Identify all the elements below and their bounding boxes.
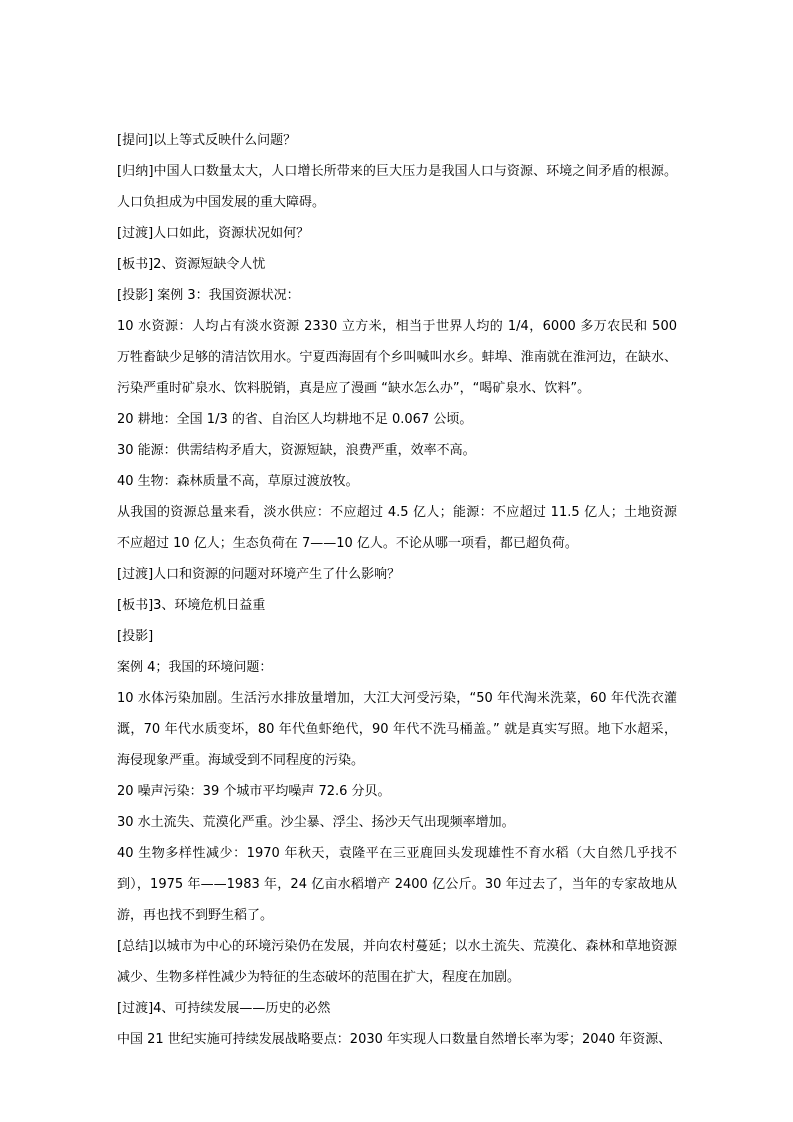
biology-item: 40 生物：森林质量不高，草原过渡放牧。 bbox=[117, 474, 359, 489]
transition-sustainable-development: [过渡]4、可持续发展——历史的必然 bbox=[117, 1001, 331, 1016]
biodiversity-item: 40 生物多样性减少：1970 年秋天，袁隆平在三亚鹿回头发现雄性不育水稻（大自然几乎找不到），1975 年——1983 年，24 亿亩水稻增产 2400 亿公斤。30 年过去了，当年的专家故地从游，再也找不到野生稻了。 bbox=[117, 846, 677, 923]
board-heading-resources: [板书]2、资源短缺令人忧 bbox=[117, 257, 266, 272]
board-heading-environment: [板书]3、环境危机日益重 bbox=[117, 598, 266, 613]
transition-resources: [过渡]人口如此，资源状况如何？ bbox=[117, 226, 310, 241]
water-resources-item: 10 水资源：人均占有淡水资源 2330 立方米，相当于世界人均的 1/4，6000 多万农民和 500 万牲畜缺少足够的清洁饮用水。宁夏西海固有个乡叫喊叫水乡。蚌埠、淮南就在淮河边，在缺水、污染严重时矿泉水、饮料脱销，真是应了漫画 “缺水怎么办”，“喝矿泉水、饮料”。 bbox=[117, 319, 682, 396]
energy-item: 30 能源：供需结构矛盾大，资源短缺，浪费严重，效率不高。 bbox=[117, 443, 476, 458]
farmland-item: 20 耕地：全国 1/3 的省、自治区人均耕地不足 0.067 公顷。 bbox=[117, 412, 473, 427]
china-21st-century-strategy: 中国 21 世纪实施可持续发展战略要点：2030 年实现人口数量自然增长率为零；2040 年资源、 bbox=[117, 1032, 672, 1047]
document-page bbox=[117, 125, 682, 1055]
soil-erosion-item: 30 水土流失、荒漠化严重。沙尘暴、浮尘、扬沙天气出现频率增加。 bbox=[117, 815, 515, 830]
case-4-heading: 案例 4；我国的环境问题： bbox=[117, 660, 273, 675]
transition-environment: [过渡]人口和资源的问题对环境产生了什么影响？ bbox=[117, 567, 401, 582]
projection-label: [投影] bbox=[117, 629, 154, 644]
projection-case-3: [投影] 案例 3：我国资源状况： bbox=[117, 288, 300, 303]
summary-environment: [总结]以城市为中心的环境污染仍在发展，并向农村蔓延；以水土流失、荒漠化、森林和草地资源减少、生物多样性减少为特征的生态破坏的范围在扩大，程度在加剧。 bbox=[117, 939, 677, 985]
noise-pollution-item: 20 噪声污染：39 个城市平均噪声 72.6 分贝。 bbox=[117, 784, 391, 799]
water-pollution-item: 10 水体污染加剧。生活污水排放量增加，大江大河受污染，“50 年代淘米洗菜，60 年代洗衣灌溉，70 年代水质变坏，80 年代鱼虾绝代，90 年代不洗马桶盖。” 就是真实写照。地下水超采，海侵现象严重。海域受到不同程度的污染。 bbox=[117, 691, 677, 768]
resource-capacity-summary: 从我国的资源总量来看，淡水供应：不应超过 4.5 亿人；能源：不应超过 11.5 亿人；土地资源不应超过 10 亿人；生态负荷在 7——10 亿人。不论从哪一项看，都已超负荷。 bbox=[117, 505, 677, 551]
summary-population-pressure: [归纳]中国人口数量太大，人口增长所带来的巨大压力是我国人口与资源、环境之间矛盾的根源。人口负担成为中国发展的重大障碍。 bbox=[117, 164, 677, 210]
question-prompt: [提问]以上等式反映什么问题？ bbox=[117, 133, 297, 148]
